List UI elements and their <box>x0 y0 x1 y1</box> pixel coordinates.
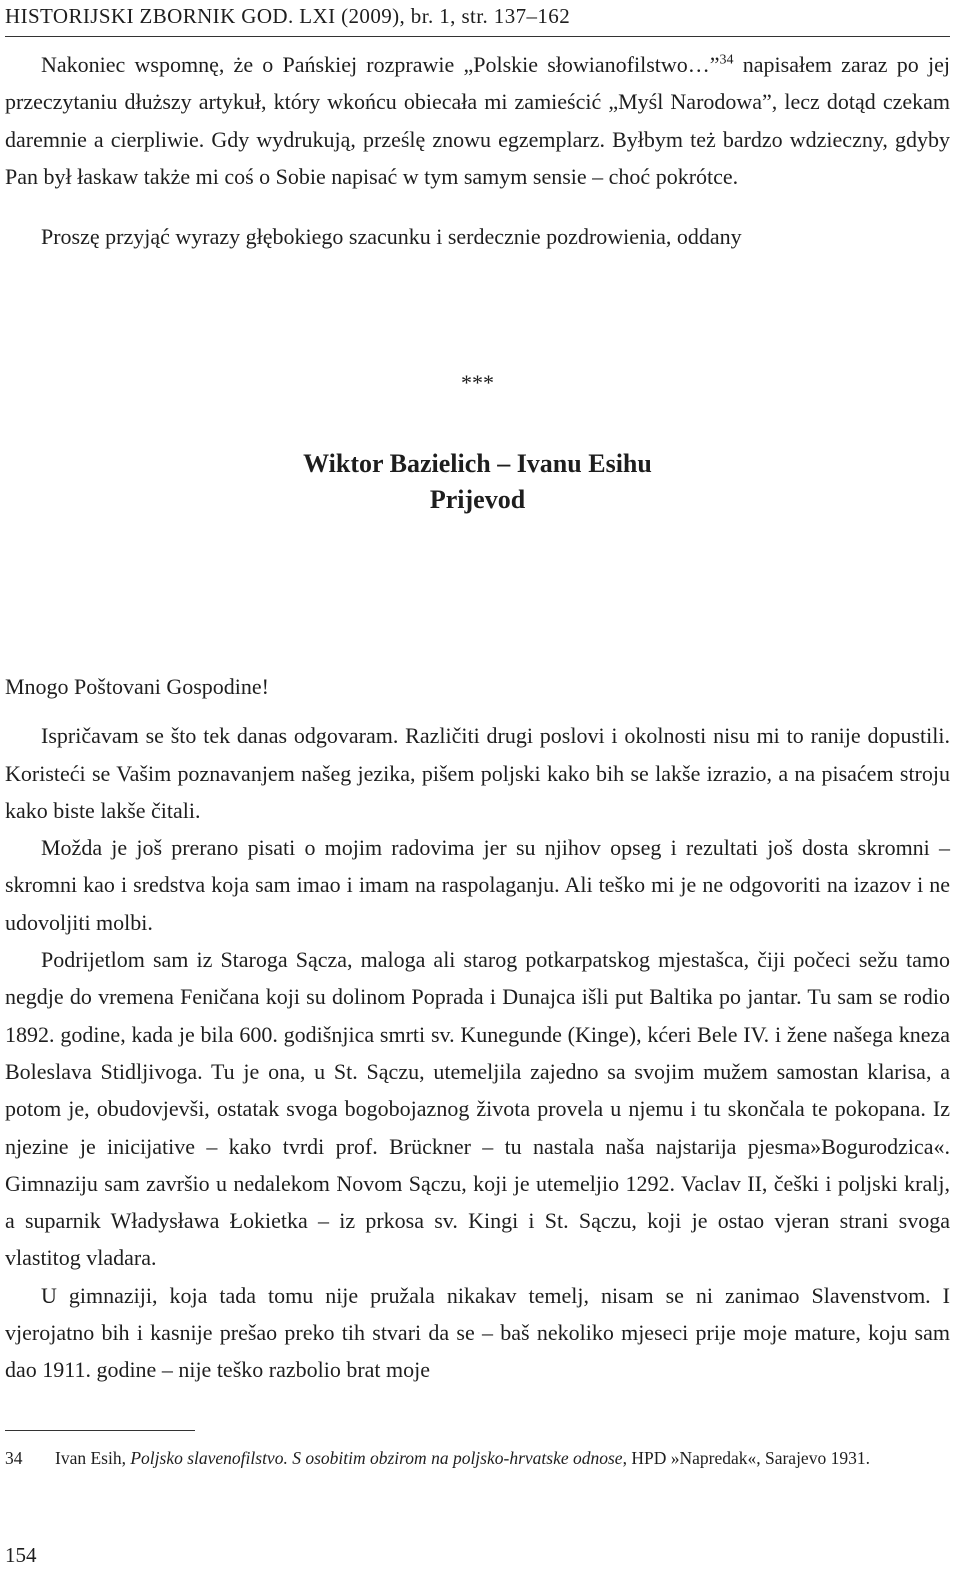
translation-paragraph-1: Ispričavam se što tek danas odgovaram. Različiti drugi poslovi i okolnosti nisu mi to ranije dopustili. Koristeći se Vašim poznavanjem našeg jezika, pišem poljski kako bih se lakše izrazio, a na pisaćem stroju kako biste lakše čitali. <box>5 723 950 823</box>
page-number: 154 <box>5 1543 37 1567</box>
section-separator: *** <box>461 370 494 395</box>
translation-paragraph-4: U gimnaziji, koja tada tomu nije pružala nikakav temelj, nisam se ni zanimao Slavenstvom. I vjerojatno bih i kasnije prešao preko tih stvari da se – baš nekoliko mjeseci prije moje mature, koju sam dao 1911. godine – nije teško razbolio brat moje <box>5 1282 950 1383</box>
croatian-translation <box>5 668 950 1389</box>
polish-paragraph-1: Nakoniec wspomnę, że o Pańskiej rozprawie „Polskie słowianofilstwo…”$^{34}$ napisałem zaraz po jej przeczytaniu dłuższy artykuł, który wkońcu obiecała mi zamieścić „Myśl Narodowa”, lecz dotąd czekam daremnie a cierpliwie. Gdy wydrukują, prześlę znowu egzemplarz. Byłbym też bardzo wdzieczny, gdyby Pan był łaskaw także mi coś o Sobie napisać w tym samym sensie – choć pokrótce. <box>5 52 950 189</box>
salutation: Mnogo Poštovani Gospodine! <box>5 674 269 699</box>
footnote-reference: 34 <box>719 52 734 68</box>
polish-closing: Proszę przyjąć wyrazy głębokiego szacunku i serdecznie pozdrowienia, oddany <box>41 224 742 250</box>
translation-paragraph-3: Podrijetlom sam iz Staroga Sącza, maloga ali starog potkarpatskog mjestašca, čiji počeci sežu tamo negdje do vremena Feničana koji su dolinom Poprada i Dunajca išli put Baltika po jantar. Tu sam se rodio 1892. godine, kada je bila 600. godišnjica smrti sv. Kunegunde (Kinge), kćeri Bele IV. i žene našega kneza Boleslava Stidljivoga. Tu je ona, u St. Sączu, utemeljila zajedno sa svojim mužem samostan klarisa, a potom je, obudovjevši, ostatak svoga bogobojaznog života provela u njemu i tu skončala te pokopana. Iz njezine je inicijative – kako tvrdi prof. Brückner – tu nastala naša najstarija pjesma»Bogurodzica«. Gimnaziju sam završio u nedalekom Novom Sączu, koji je utemeljio 1292. Vaclav II, češki i poljski kralj, a suparnik Władysława Łokietka – iz prkosa sv. Kingi i St. Sączu, koji je ostao vjeran strani svoga vlastitog vladara. <box>5 947 950 1271</box>
translation-paragraph-2: Možda je još prerano pisati o mojim radovima jer su njihov opseg i rezultati još dosta skromni – skromni kao i sredstva koja sam imao i imam na raspolaganju. Ali teško mi je ne odgovoriti na izazov i ne udovoljiti molbi. <box>5 835 950 935</box>
footnote-rule <box>5 1430 195 1431</box>
running-head: HISTORIJSKI ZBORNIK GOD. LXI (2009), br. 1, str. 137–162 <box>5 2 950 37</box>
footnote-text: Ivan Esih, Poljsko slavenofilstvo. S osobitim obzirom na poljsko-hrvatske odnose, HPD »Napredak«, Sarajevo 1931. <box>55 1448 870 1468</box>
footnote <box>5 1443 950 1473</box>
polish-letter-ending <box>5 46 950 255</box>
footnote-book-title: Poljsko slavenofilstvo. S osobitim obzirom na poljsko-hrvatske odnose <box>130 1448 623 1468</box>
footnote-number: 34 <box>5 1448 23 1468</box>
heading-subtitle: Prijevod <box>429 485 526 514</box>
heading-title: Wiktor Bazielich – Ivanu Esihu <box>303 449 652 478</box>
section-heading <box>5 446 950 518</box>
